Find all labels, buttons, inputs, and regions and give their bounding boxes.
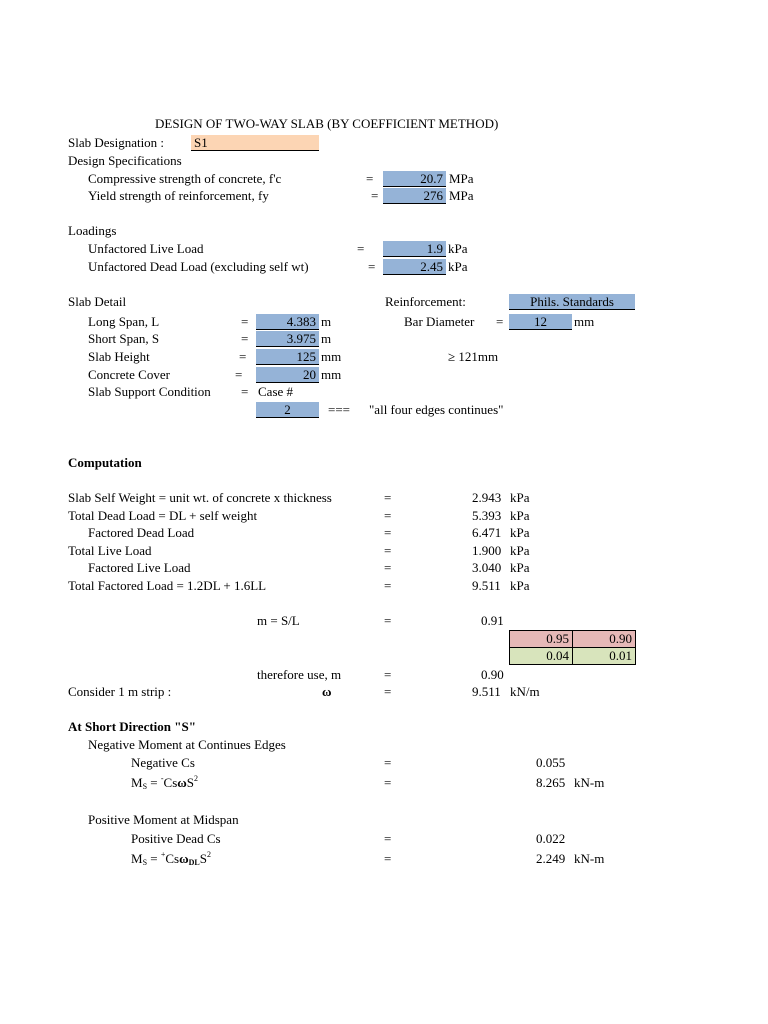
case-arrow: === bbox=[328, 402, 350, 417]
loadings-heading: Loadings bbox=[68, 223, 117, 238]
comp-value: 9.511 bbox=[472, 578, 501, 593]
live-load-unit: kPa bbox=[448, 241, 468, 256]
fc-label: Compressive strength of concrete, f'c bbox=[88, 171, 282, 186]
dead-load-label: Unfactored Dead Load (excluding self wt) bbox=[88, 259, 309, 274]
min-height-note: ≥ 121mm bbox=[448, 349, 499, 364]
specs-heading: Design Specifications bbox=[68, 153, 182, 168]
page-title: DESIGN OF TWO-WAY SLAB (BY COEFFICIENT METHOD) bbox=[155, 116, 499, 131]
equals-sign: = bbox=[384, 831, 392, 846]
comp-value: 5.393 bbox=[472, 508, 502, 523]
equals-sign: = bbox=[239, 349, 247, 364]
equals-sign: = bbox=[384, 490, 392, 505]
negative-moment-heading: Negative Moment at Continues Edges bbox=[88, 737, 286, 752]
equals-sign: = bbox=[384, 667, 392, 682]
bar-diameter-unit: mm bbox=[574, 314, 595, 329]
long-span-unit: m bbox=[321, 314, 332, 329]
concrete-cover-label: Concrete Cover bbox=[88, 367, 170, 382]
equals-sign: = bbox=[384, 578, 392, 593]
negative-cs-value: 0.055 bbox=[536, 755, 566, 770]
concrete-cover-input[interactable]: 20 bbox=[256, 367, 319, 383]
m-ratio-value: 0.91 bbox=[481, 613, 504, 628]
equals-sign: = bbox=[384, 851, 392, 866]
designation-input[interactable]: S1 bbox=[191, 135, 319, 151]
strip-value: 9.511 bbox=[472, 684, 501, 699]
equals-sign: = bbox=[384, 543, 392, 558]
comp-unit: kPa bbox=[510, 525, 530, 540]
equals-sign: = bbox=[384, 755, 392, 770]
strip-label: Consider 1 m strip : bbox=[68, 684, 172, 699]
fy-input[interactable]: 276 bbox=[383, 188, 446, 204]
equals-sign: = bbox=[384, 508, 392, 523]
concrete-cover-unit: mm bbox=[321, 367, 342, 382]
dead-load-unit: kPa bbox=[448, 259, 468, 274]
comp-label: Factored Dead Load bbox=[88, 525, 195, 540]
positive-ms-formula: $M_S = ^+Cs\omega_{DL}S^2$ bbox=[131, 850, 211, 867]
equals-sign: = bbox=[368, 259, 376, 274]
slab-detail-heading: Slab Detail bbox=[68, 294, 127, 309]
comp-value: 2.943 bbox=[472, 490, 502, 505]
comp-value: 3.040 bbox=[472, 560, 502, 575]
equals-sign: = bbox=[384, 560, 392, 575]
equals-sign: = bbox=[241, 331, 249, 346]
m-table-cell: 0.01 bbox=[572, 647, 636, 665]
equals-sign: = bbox=[241, 384, 249, 399]
reinforcement-standard-select[interactable]: Phils. Standards bbox=[509, 294, 635, 310]
comp-label: Factored Live Load bbox=[88, 560, 191, 575]
equals-sign: = bbox=[235, 367, 243, 382]
use-m-label: therefore use, m bbox=[257, 667, 342, 682]
negative-cs-label: Negative Cs bbox=[131, 755, 195, 770]
moment-unit: kN-m bbox=[574, 851, 605, 866]
equals-sign: = bbox=[384, 775, 392, 790]
designation-label: Slab Designation : bbox=[68, 135, 165, 150]
comp-value: 1.900 bbox=[472, 543, 502, 558]
dead-load-input[interactable]: 2.45 bbox=[383, 259, 446, 275]
short-direction-heading: At Short Direction "S" bbox=[68, 719, 196, 734]
bar-diameter-label: Bar Diameter bbox=[404, 314, 475, 329]
equals-sign: = bbox=[384, 613, 392, 628]
comp-label: Total Live Load bbox=[68, 543, 152, 558]
slab-height-unit: mm bbox=[321, 349, 342, 364]
computation-heading: Computation bbox=[68, 455, 142, 470]
comp-unit: kPa bbox=[510, 543, 530, 558]
moment-unit: kN-m bbox=[574, 775, 605, 790]
negative-ms-value: 8.265 bbox=[536, 775, 566, 790]
fc-input[interactable]: 20.7 bbox=[383, 171, 446, 187]
equals-sign: = bbox=[384, 525, 392, 540]
case-description: "all four edges continues" bbox=[369, 402, 504, 417]
fy-unit: MPa bbox=[449, 188, 474, 203]
case-input[interactable]: 2 bbox=[256, 402, 319, 418]
live-load-label: Unfactored Live Load bbox=[88, 241, 204, 256]
short-span-label: Short Span, S bbox=[88, 331, 160, 346]
live-load-input[interactable]: 1.9 bbox=[383, 241, 446, 257]
m-table-cell: 0.90 bbox=[572, 630, 636, 648]
use-m-value: 0.90 bbox=[481, 667, 504, 682]
short-span-unit: m bbox=[321, 331, 332, 346]
case-label: Case # bbox=[258, 384, 294, 399]
positive-cs-label: Positive Dead Cs bbox=[131, 831, 221, 846]
fy-label: Yield strength of reinforcement, fy bbox=[88, 188, 269, 203]
positive-ms-value: 2.249 bbox=[536, 851, 566, 866]
negative-ms-formula: $M_S = ^-Cs\omega S^2$ bbox=[131, 774, 199, 791]
reinforcement-label: Reinforcement: bbox=[385, 294, 466, 309]
comp-unit: kPa bbox=[510, 508, 530, 523]
short-span-input[interactable]: 3.975 bbox=[256, 331, 319, 347]
comp-label: Slab Self Weight = unit wt. of concrete x thickness bbox=[68, 490, 332, 505]
strip-unit: kN/m bbox=[510, 684, 540, 699]
positive-cs-value: 0.022 bbox=[536, 831, 566, 846]
equals-sign: = bbox=[366, 171, 374, 186]
equals-sign: = bbox=[496, 314, 504, 329]
fc-unit: MPa bbox=[449, 171, 474, 186]
comp-unit: kPa bbox=[510, 578, 530, 593]
positive-moment-heading: Positive Moment at Midspan bbox=[88, 812, 239, 827]
bar-diameter-input[interactable]: 12 bbox=[509, 314, 572, 330]
comp-label: Total Dead Load = DL + self weight bbox=[68, 508, 258, 523]
equals-sign: = bbox=[357, 241, 365, 256]
comp-label: Total Factored Load = 1.2DL + 1.6LL bbox=[68, 578, 267, 593]
m-ratio-label: m = S/L bbox=[257, 613, 300, 628]
long-span-label: Long Span, L bbox=[88, 314, 160, 329]
omega-symbol: ω bbox=[322, 684, 332, 699]
equals-sign: = bbox=[371, 188, 379, 203]
slab-height-input[interactable]: 125 bbox=[256, 349, 319, 365]
equals-sign: = bbox=[241, 314, 249, 329]
slab-height-label: Slab Height bbox=[88, 349, 150, 364]
support-condition-label: Slab Support Condition bbox=[88, 384, 211, 399]
comp-unit: kPa bbox=[510, 560, 530, 575]
comp-value: 6.471 bbox=[472, 525, 502, 540]
equals-sign: = bbox=[384, 684, 392, 699]
comp-unit: kPa bbox=[510, 490, 530, 505]
m-table-cell: 0.04 bbox=[509, 647, 573, 665]
long-span-input[interactable]: 4.383 bbox=[256, 314, 319, 330]
m-table-cell: 0.95 bbox=[509, 630, 573, 648]
